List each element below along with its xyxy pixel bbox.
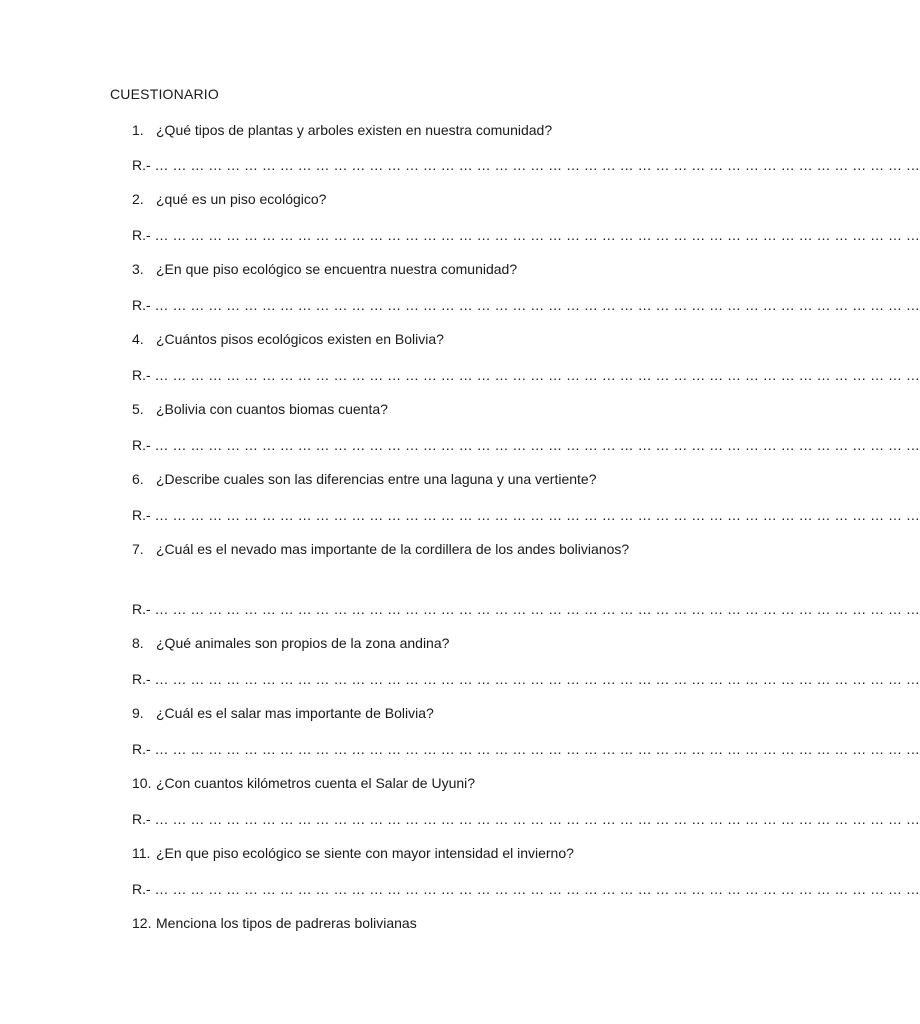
answer-line-6: R.- … … … … … … … … … … … … … … … … … … … … … … … … … … … … … … … … … … … … … … … … … … … — [132, 507, 920, 523]
question-7 — [132, 537, 658, 561]
answer-line-9: R.- … … … … … … … … … … … … … … … … … … … … … … … … … … … … … … … … … … … … … … … … … … … — [132, 741, 920, 757]
question-number: 4. — [132, 331, 144, 347]
question-number: 11. — [132, 845, 151, 861]
question-text: ¿Cuál es el nevado mas importante de la cordillera de los andes bolivianos? — [156, 541, 630, 557]
question-number: 8. — [132, 635, 144, 651]
question-text: ¿Qué tipos de plantas y arboles existen en nuestra comunidad? — [156, 122, 553, 138]
answer-line-2: R.- … … … … … … … … … … … … … … … … … … … … … … … … … … … … … … … … … … … … … … … … … … … — [132, 227, 920, 243]
question-10 — [132, 771, 658, 795]
answer-line-1: R.- … … … … … … … … … … … … … … … … … … … … … … … … … … … … … … … … … … … … … … … … … … … — [132, 157, 920, 173]
question-text: ¿qué es un piso ecológico? — [156, 191, 327, 207]
question-number: 1. — [132, 122, 144, 138]
answer-line-10: R.- … … … … … … … … … … … … … … … … … … … … … … … … … … … … … … … … … … … … … … … … … … … — [132, 811, 920, 827]
question-text: ¿En que piso ecológico se encuentra nuestra comunidad? — [156, 261, 518, 277]
document-title: CUESTIONARIO — [110, 86, 219, 102]
question-9 — [132, 701, 658, 725]
question-number: 12. — [132, 915, 152, 931]
question-text: ¿Cuál es el salar mas importante de Bolivia? — [156, 705, 434, 721]
answer-line-5: R.- … … … … … … … … … … … … … … … … … … … … … … … … … … … … … … … … … … … … … … … … … … … — [132, 437, 920, 453]
question-text: ¿En que piso ecológico se siente con mayor intensidad el invierno? — [156, 845, 574, 861]
answer-line-8: R.- … … … … … … … … … … … … … … … … … … … … … … … … … … … … … … … … … … … … … … … … … … … — [132, 671, 920, 687]
answer-line-7: R.- … … … … … … … … … … … … … … … … … … … … … … … … … … … … … … … … … … … … … … … … … … … — [132, 601, 920, 617]
question-11 — [132, 841, 658, 865]
question-5 — [132, 397, 658, 421]
answer-line-4: R.- … … … … … … … … … … … … … … … … … … … … … … … … … … … … … … … … … … … … … … … … … … … — [132, 367, 920, 383]
question-number: 7. — [132, 541, 144, 557]
question-text: ¿Qué animales son propios de la zona andina? — [156, 635, 450, 651]
question-1 — [132, 118, 658, 142]
question-number: 3. — [132, 261, 144, 277]
question-number: 9. — [132, 705, 144, 721]
answer-line-11: R.- … … … … … … … … … … … … … … … … … … … … … … … … … … … … … … … … … … … … … … … … … … … — [132, 881, 920, 897]
question-text: ¿Con cuantos kilómetros cuenta el Salar de Uyuni? — [156, 775, 476, 791]
question-number: 10. — [132, 775, 152, 791]
question-text: ¿Cuántos pisos ecológicos existen en Bolivia? — [156, 331, 444, 347]
question-3 — [132, 257, 658, 281]
question-2 — [132, 187, 658, 211]
answer-line-3: R.- … … … … … … … … … … … … … … … … … … … … … … … … … … … … … … … … … … … … … … … … … … … — [132, 297, 920, 313]
question-number: 6. — [132, 471, 144, 487]
question-text: Menciona los tipos de padreras bolivianas — [156, 915, 417, 931]
question-text: ¿Bolivia con cuantos biomas cuenta? — [156, 401, 388, 417]
question-6 — [132, 467, 658, 491]
question-4 — [132, 327, 658, 351]
question-number: 5. — [132, 401, 144, 417]
question-12 — [132, 911, 658, 935]
question-number: 2. — [132, 191, 144, 207]
question-8 — [132, 631, 658, 655]
question-text: ¿Describe cuales son las diferencias entre una laguna y una vertiente? — [156, 471, 597, 487]
